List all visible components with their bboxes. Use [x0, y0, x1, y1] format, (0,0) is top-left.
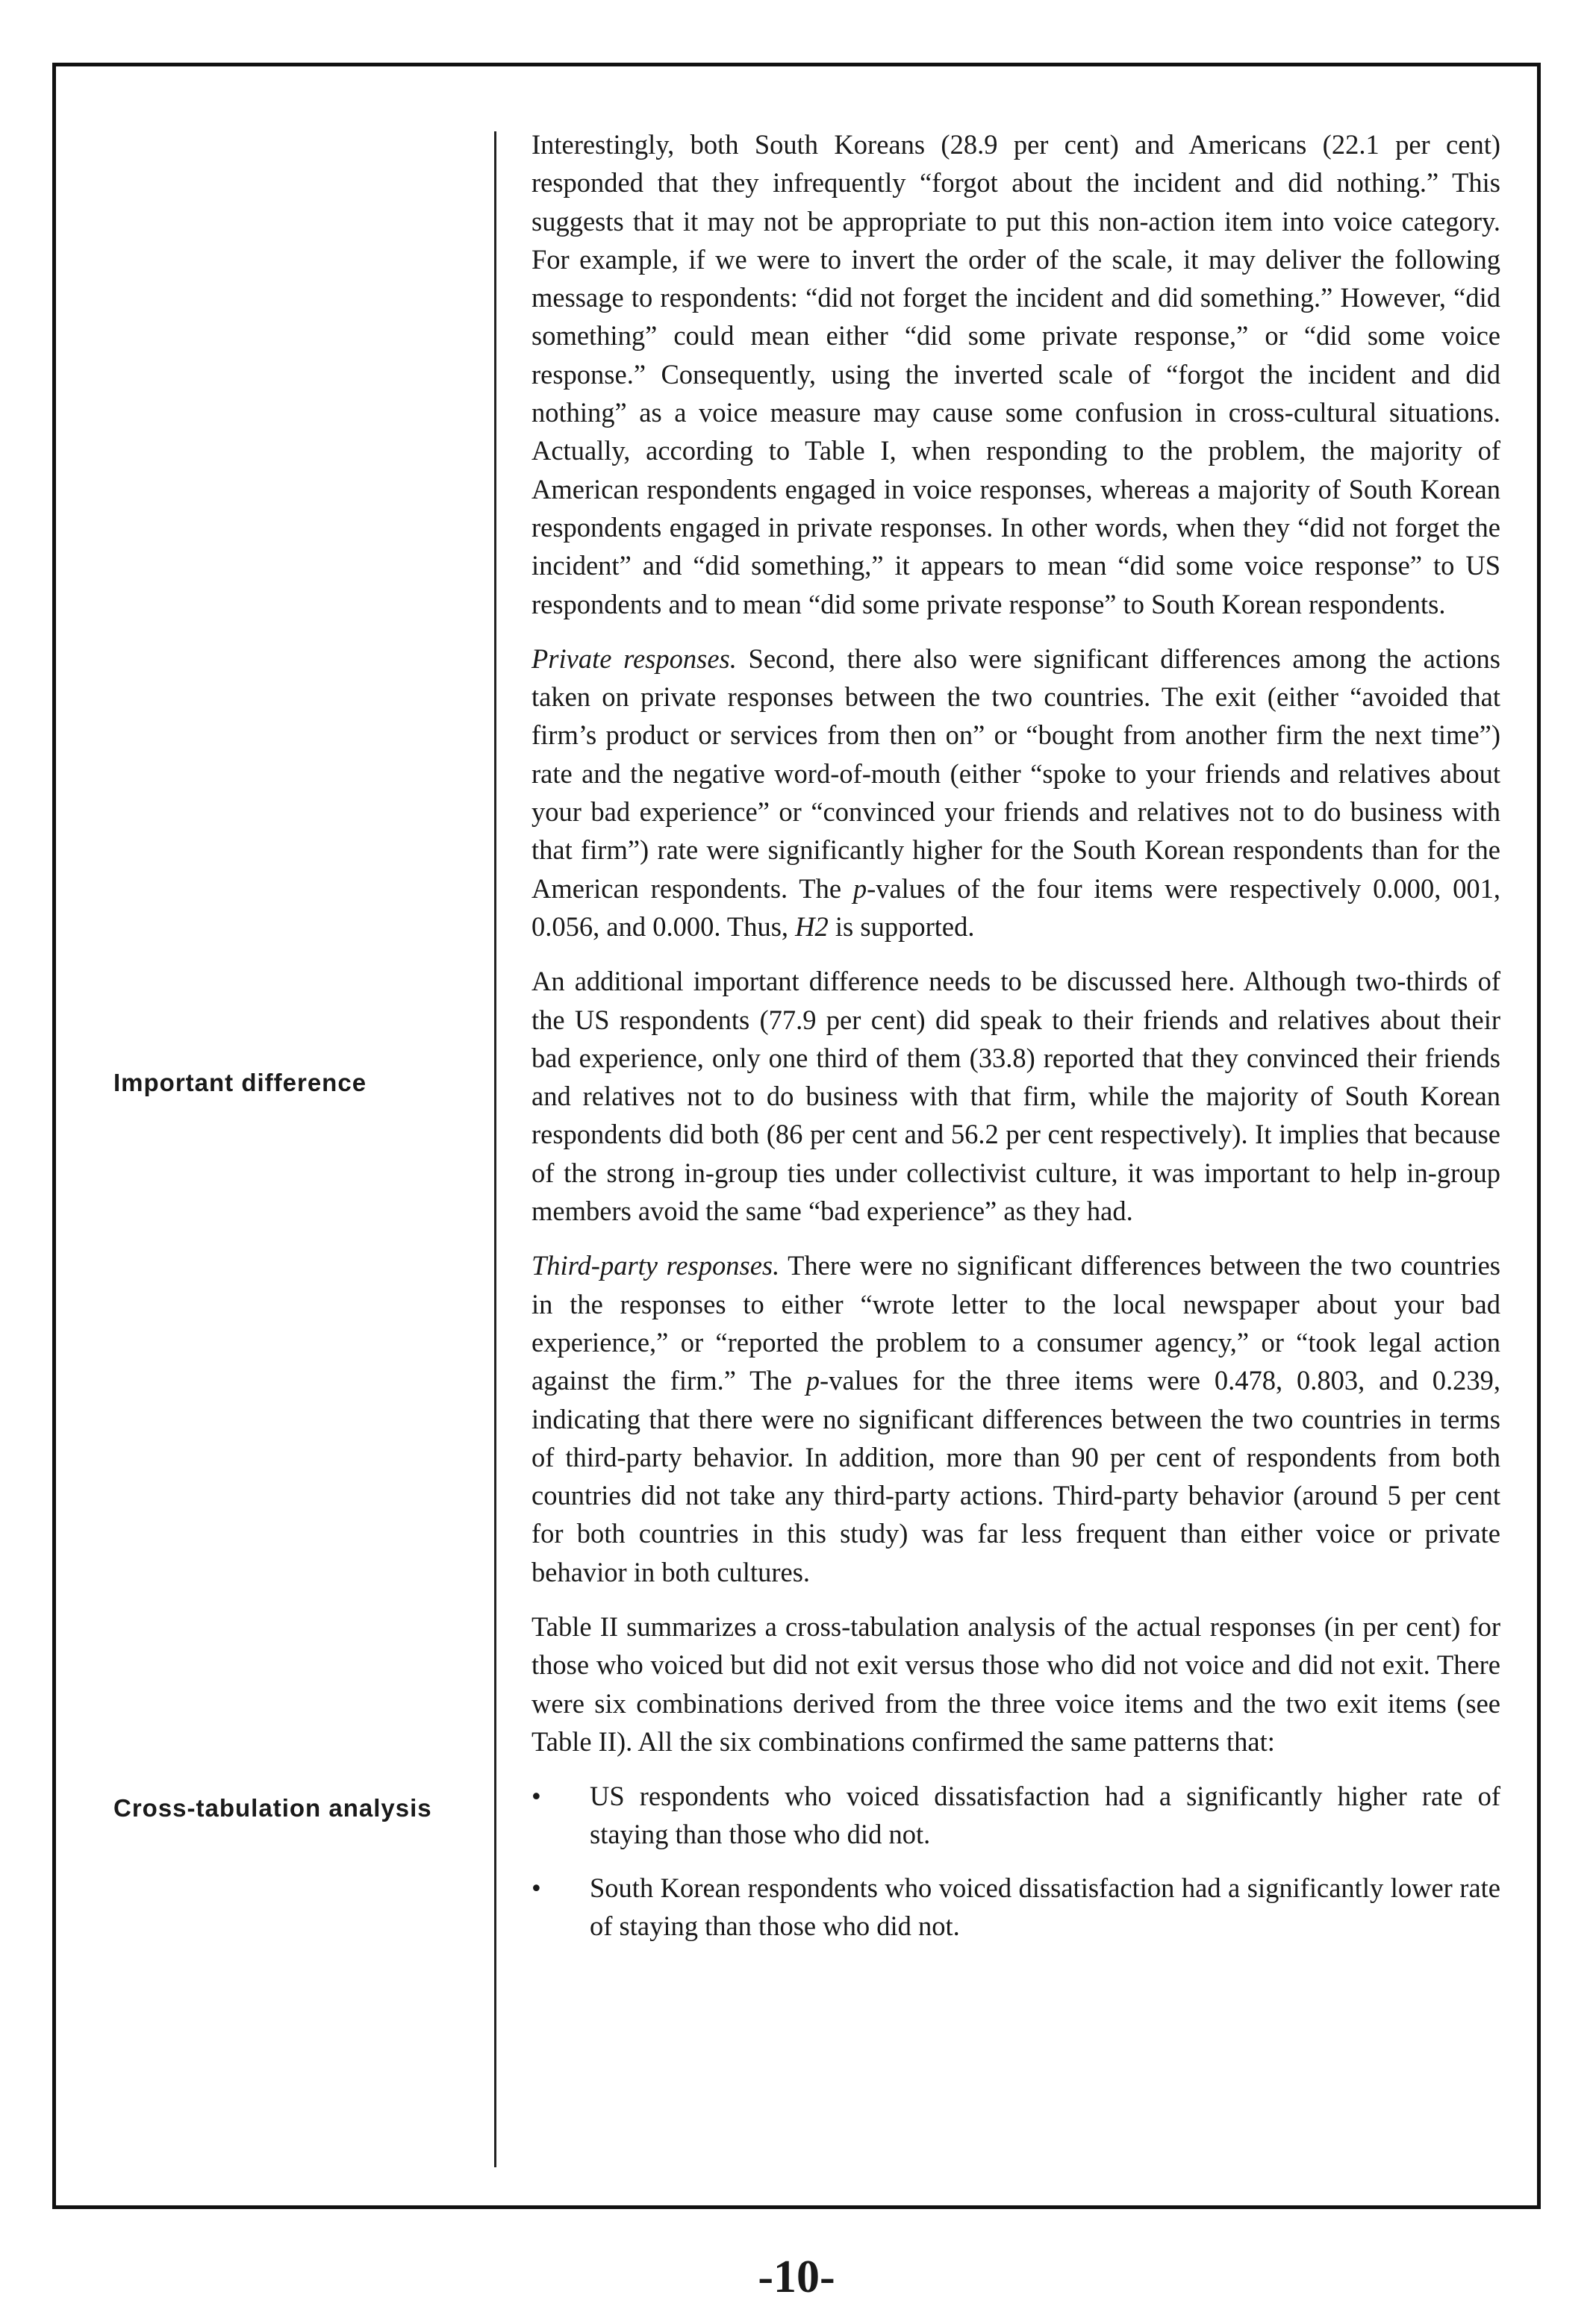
bullet-text-us: US respondents who voiced dissatisfaction had a significantly higher rate of staying than those who did not.: [590, 1781, 1500, 1850]
private-responses-heading: Private responses.: [531, 643, 737, 674]
hypothesis-label: H2: [795, 910, 829, 942]
paragraph-third-party-responses: [531, 1246, 1500, 1591]
column-divider: [494, 131, 496, 2167]
third-party-responses-heading: Third-party responses.: [531, 1250, 780, 1281]
paragraph-voice-category: Interestingly, both South Koreans (28.9 per cent) and Americans (22.1 per cent) responded that they infrequently “forgot about the incident and did nothing.” This suggests that it may not be appropriate to put this non-action item into voice category. For example, if we were to invert the order of the scale, it may deliver the following message to respondents: “did not forget the incident and did something.” However, “did something” could mean either “did some private response,” or “did some voice response.” Consequently, using the inverted scale of “forgot the incident and did nothing” as a voice measure may cause some confusion in cross-cultural situations. Actually, according to Table I, when responding to the problem, the majority of American respondents engaged in voice responses, whereas a majority of South Korean respondents engaged in private responses. In other words, when they “did not forget the incident” and “did something,” it appears to mean “did some voice response” to US respondents and to mean “did some private response” to South Korean respondents.: [531, 129, 1500, 619]
p-value-symbol: p: [805, 1365, 820, 1396]
side-heading-cross-tabulation: Cross-tabulation analysis: [113, 1794, 432, 1822]
side-heading-important-difference: Important difference: [113, 1069, 367, 1096]
page-number: -10-: [758, 2252, 835, 2302]
findings-list: [531, 1777, 1500, 1945]
list-item: [531, 1869, 1500, 1946]
third-party-text-2: -values for the three items were 0.478, 0.803, and 0.239, indicating that there were no significant differences between the two countries in terms of third-party behavior. In addition, more than 90 per cent of respondents from both countries did not take any third-party actions. Third-party behavior (around 5 per cent for both countries in this study) was far less frequent than either voice or private behavior in both cultures.: [531, 1365, 1500, 1587]
bullet-icon: •: [531, 1781, 541, 1812]
private-responses-text-1: Second, there also were significant differences among the actions taken on private responses between the two countries. The exit (either “avoided that firm’s product or services from then on” or “bought from another firm the next time”) rate and the negative word-of-mouth (either “spoke to your friends and relatives about your bad experience” or “convinced your friends and relatives not to do business with that firm”) rate were significantly higher for the South Korean respondents than for the American respondents. The: [531, 643, 1501, 904]
third-party-text-1: There were no significant differences between the two countries in the responses to either “wrote letter to the local newspaper about your bad experience,” or “reported the problem to a consumer agency,” or “took legal action against the firm.” The: [531, 1250, 1500, 1396]
list-item: [531, 1777, 1500, 1854]
main-text-column: [531, 125, 1500, 1960]
paragraph-important-difference: An additional important difference needs to be discussed here. Although two-thirds of the US respondents (77.9 per cent) did speak to their friends and relatives about their bad experience, only one third of them (33.8) reported that they convinced their friends and relatives not to do business with that firm, while the majority of South Korean respondents did both (86 per cent and 56.2 per cent respectively). It implies that because of the strong in-group ties under collectivist culture, it was important to help in-group members avoid the same “bad experience” as they had.: [531, 966, 1500, 1227]
bullet-text-south-korea: South Korean respondents who voiced dissatisfaction had a significantly lower rate of staying than those who did not.: [590, 1872, 1500, 1942]
private-responses-text-2: -values of the four items were respectively 0.000, 001, 0.056, and 0.000. Thus,: [531, 872, 1500, 942]
paragraph-private-responses: [531, 640, 1500, 946]
p-value-symbol: p: [852, 872, 867, 904]
bullet-icon: •: [531, 1872, 541, 1903]
paragraph-cross-tabulation: Table II summarizes a cross-tabulation analysis of the actual responses (in per cent) for those who voiced but did not exit versus those who did not voice and did not exit. There were six combinations derived from the three voice items and the two exit items (see Table II). All the six combinations confirmed the same patterns that:: [531, 1611, 1500, 1757]
private-responses-text-3: is supported.: [828, 910, 975, 942]
